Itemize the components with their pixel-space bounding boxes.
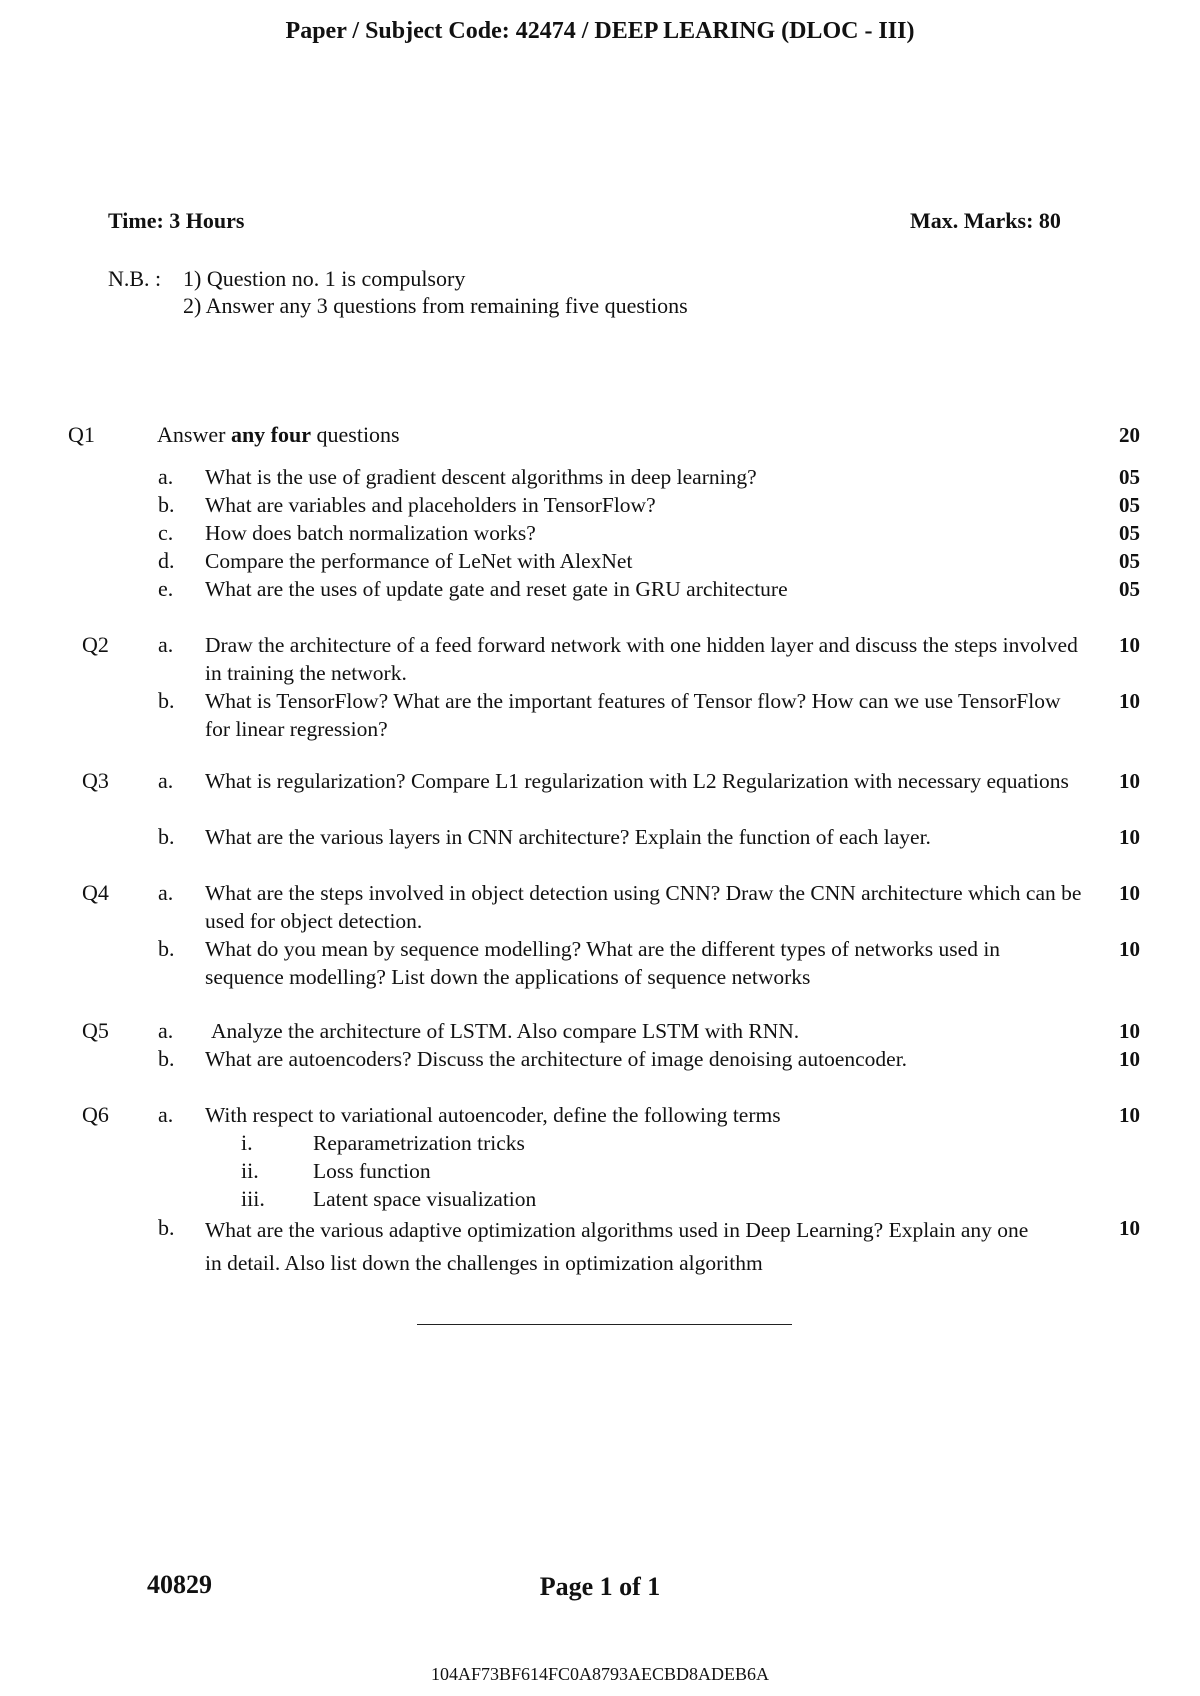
- q1-a-text: What is the use of gradient descent algorithms in deep learning?: [205, 465, 757, 489]
- q6-a-iii-label: iii.: [241, 1186, 265, 1211]
- q1-e-label: e.: [158, 576, 174, 601]
- q3-b-label: b.: [158, 824, 175, 849]
- q3-a-marks: 10: [1119, 769, 1140, 793]
- q1-d-text: Compare the performance of LeNet with AlexNet: [205, 549, 633, 573]
- q1-c-text: How does batch normalization works?: [205, 521, 536, 545]
- q3-b-marks: 10: [1119, 825, 1140, 849]
- question-number-q1: Q1: [68, 422, 95, 447]
- q1-d-label: d.: [158, 548, 175, 573]
- footer-hash-id: 104AF73BF614FC0A8793AECBD8ADEB6A: [430, 1664, 770, 1684]
- footer-page-number: Page 1 of 1: [539, 1572, 661, 1601]
- footer-paper-code: 40829: [147, 1570, 212, 1599]
- q6-a-marks: 10: [1119, 1103, 1140, 1127]
- q1-b-text: What are variables and placeholders in TensorFlow?: [205, 493, 656, 517]
- question-number-q6: Q6: [82, 1102, 109, 1127]
- q6-b-text: What are the various adaptive optimization algorithms used in Deep Learning? Explain any one in detail. Also list down the challenges in optimization algorithm: [205, 1218, 1029, 1275]
- q6-a-i-label: i.: [241, 1130, 253, 1155]
- q2-a-text: Draw the architecture of a feed forward network with one hidden layer and discuss the steps involved in training the network.: [205, 633, 1078, 685]
- nb-label: N.B. :: [108, 266, 162, 291]
- q3-b-text: What are the various layers in CNN architecture? Explain the function of each layer.: [205, 825, 931, 849]
- question-number-q4: Q4: [82, 880, 109, 905]
- q1-e-marks: 05: [1119, 577, 1140, 601]
- q5-a-marks: 10: [1119, 1019, 1140, 1043]
- q5-b-label: b.: [158, 1046, 175, 1071]
- question-number-q3: Q3: [82, 768, 109, 793]
- q1-c-label: c.: [158, 520, 174, 545]
- q4-a-marks: 10: [1119, 881, 1140, 905]
- q4-b-text: What do you mean by sequence modelling? What are the different types of networks used in sequence modelling? List down the applications of sequence networks: [205, 937, 1001, 989]
- q1-c-marks: 05: [1119, 521, 1140, 545]
- q6-a-text: With respect to variational autoencoder, define the following terms: [205, 1103, 781, 1127]
- q1-e-text: What are the uses of update gate and reset gate in GRU architecture: [205, 577, 788, 601]
- q1-a-label: a.: [158, 464, 174, 489]
- q1-total-marks: 20: [1119, 423, 1140, 447]
- q4-a-text: What are the steps involved in object detection using CNN? Draw the CNN architecture which can be used for object detection.: [205, 881, 1082, 933]
- nb-instruction-1: 1) Question no. 1 is compulsory: [183, 266, 466, 291]
- nb-instruction-2: 2) Answer any 3 questions from remaining five questions: [183, 293, 688, 318]
- q3-a-label: a.: [158, 768, 174, 793]
- end-of-paper-rule: [417, 1324, 792, 1325]
- q1-d-marks: 05: [1119, 549, 1140, 573]
- question-number-q5: Q5: [82, 1018, 109, 1043]
- q1-a-marks: 05: [1119, 465, 1140, 489]
- question-number-q2: Q2: [82, 632, 109, 657]
- q6-a-i-text: Reparametrization tricks: [313, 1131, 525, 1155]
- q2-b-marks: 10: [1119, 689, 1140, 713]
- q5-a-label: a.: [158, 1018, 174, 1043]
- q1-b-label: b.: [158, 492, 175, 517]
- q6-a-ii-label: ii.: [241, 1158, 259, 1183]
- max-marks: Max. Marks: 80: [910, 208, 1061, 233]
- q5-a-text: Analyze the architecture of LSTM. Also compare LSTM with RNN.: [211, 1019, 800, 1043]
- q6-a-ii-text: Loss function: [313, 1159, 431, 1183]
- q4-a-label: a.: [158, 880, 174, 905]
- q5-b-text: What are autoencoders? Discuss the architecture of image denoising autoencoder.: [205, 1047, 908, 1071]
- q4-b-label: b.: [158, 936, 175, 961]
- q2-b-label: b.: [158, 688, 175, 713]
- q4-b-marks: 10: [1119, 937, 1140, 961]
- q3-a-text: What is regularization? Compare L1 regularization with L2 Regularization with necessary equations: [205, 769, 1069, 793]
- q5-b-marks: 10: [1119, 1047, 1140, 1071]
- q6-b-marks: 10: [1119, 1216, 1140, 1240]
- q6-b-label: b.: [158, 1215, 175, 1240]
- q1-b-marks: 05: [1119, 493, 1140, 517]
- q6-a-iii-text: Latent space visualization: [313, 1187, 537, 1211]
- q2-b-text: What is TensorFlow? What are the important features of Tensor flow? How can we use TensorFlow for linear regression?: [205, 689, 1061, 741]
- paper-title: Paper / Subject Code: 42474 / DEEP LEARING (DLOC - III): [285, 18, 915, 44]
- q2-a-label: a.: [158, 632, 174, 657]
- time-allowed: Time: 3 Hours: [108, 208, 245, 233]
- q1-instruction: Answer any four questions: [157, 422, 400, 447]
- q6-a-label: a.: [158, 1102, 174, 1127]
- q2-a-marks: 10: [1119, 633, 1140, 657]
